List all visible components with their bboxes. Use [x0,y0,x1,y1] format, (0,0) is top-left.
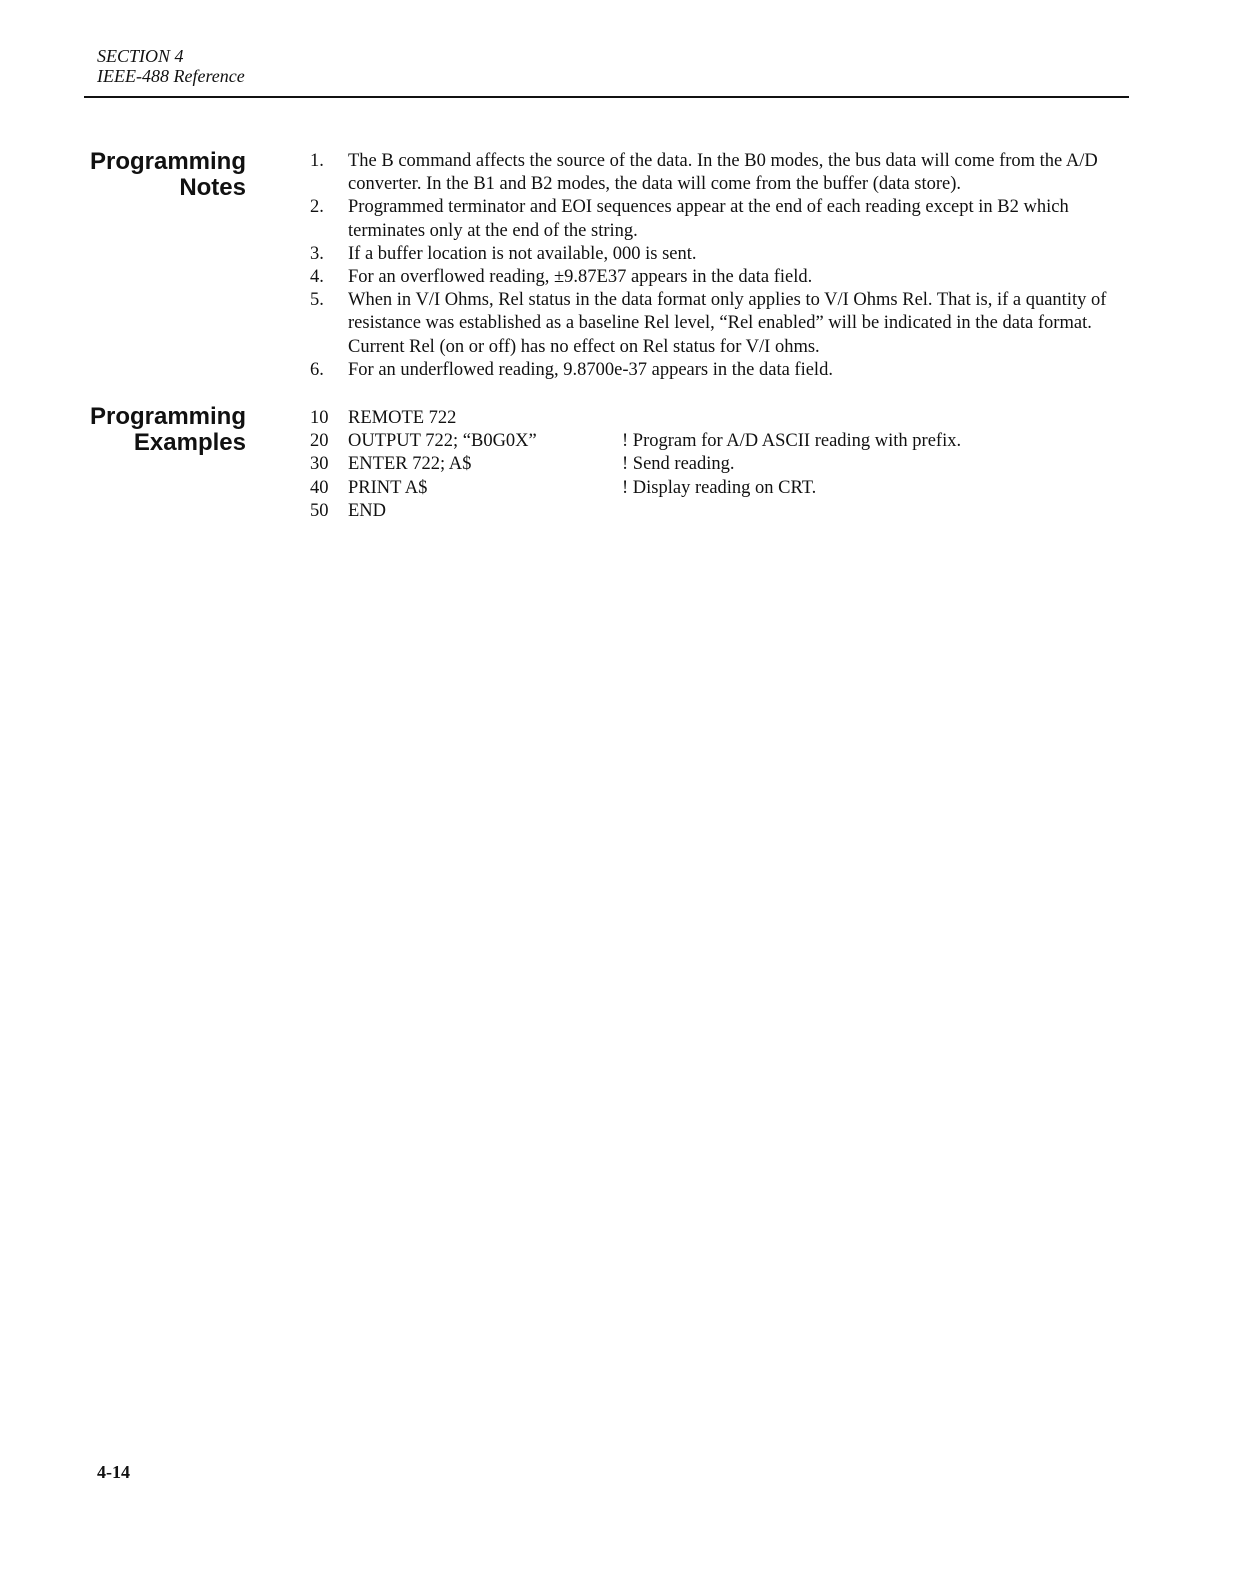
section-subtitle: IEEE-488 Reference [97,66,245,86]
code-statement: PRINT A$ [348,477,428,498]
code-statement: OUTPUT 722; “B0G0X” [348,431,537,452]
list-item [310,266,1132,289]
heading-line: Notes [179,174,246,201]
line-number: 10 [310,408,329,428]
section-label: SECTION 4 [97,46,184,66]
code-line [310,453,961,476]
programming-examples-heading [60,404,246,456]
item-number: 3. [310,243,324,264]
heading-line: Programming [89,403,246,430]
item-number: 6. [310,359,324,380]
programming-notes-list [310,150,1132,382]
item-text: If a buffer location is not available, 000 is sent. [348,243,697,264]
list-item [310,196,1132,242]
list-item [310,150,1132,196]
line-number: 30 [310,454,329,475]
line-number: 50 [310,500,329,521]
code-statement: REMOTE 722 [348,408,457,428]
code-line [310,477,961,500]
code-line [310,407,961,430]
item-text: The B command affects the source of the data. In the B0 modes, the bus data will come from the A/D converter. In the B1 and B2 modes, the data will come from the buffer (data store). [348,151,1098,195]
programming-notes-heading [60,149,246,201]
code-comment: ! Program for A/D ASCII reading with prefix. [622,431,962,452]
line-number: 40 [310,477,329,498]
code-statement: END [348,500,387,521]
list-item [310,359,1132,382]
header-rule [84,96,1129,98]
code-line [310,500,961,523]
heading-line: Examples [133,429,246,456]
item-text: For an overflowed reading, ±9.87E37 appears in the data field. [348,267,813,288]
page-number: 4-14 [97,1462,130,1482]
line-number: 20 [310,431,329,452]
item-text: Programmed terminator and EOI sequences appear at the end of each reading except in B2 which terminates only at the end of the string. [348,197,1069,241]
list-item [310,243,1132,266]
item-number: 4. [310,267,324,288]
code-listing [310,407,961,523]
code-comment: ! Send reading. [622,454,735,475]
heading-line: Programming [89,148,246,175]
code-comment: ! Display reading on CRT. [622,477,817,498]
item-text: When in V/I Ohms, Rel status in the data format only applies to V/I Ohms Rel. That is, if a quantity of resistance was established as a baseline Rel level, “Rel enabled” will be indicated in the data format. Current Rel (on or off) has no effect on Rel status for V/I ohms. [348,290,1107,357]
code-statement: ENTER 722; A$ [348,454,472,475]
code-line [310,430,961,453]
item-number: 2. [310,197,324,218]
item-text: For an underflowed reading, 9.8700e-37 appears in the data field. [348,359,833,380]
page-header [97,46,245,86]
list-item [310,289,1132,359]
item-number: 5. [310,290,324,311]
item-number: 1. [310,151,324,171]
